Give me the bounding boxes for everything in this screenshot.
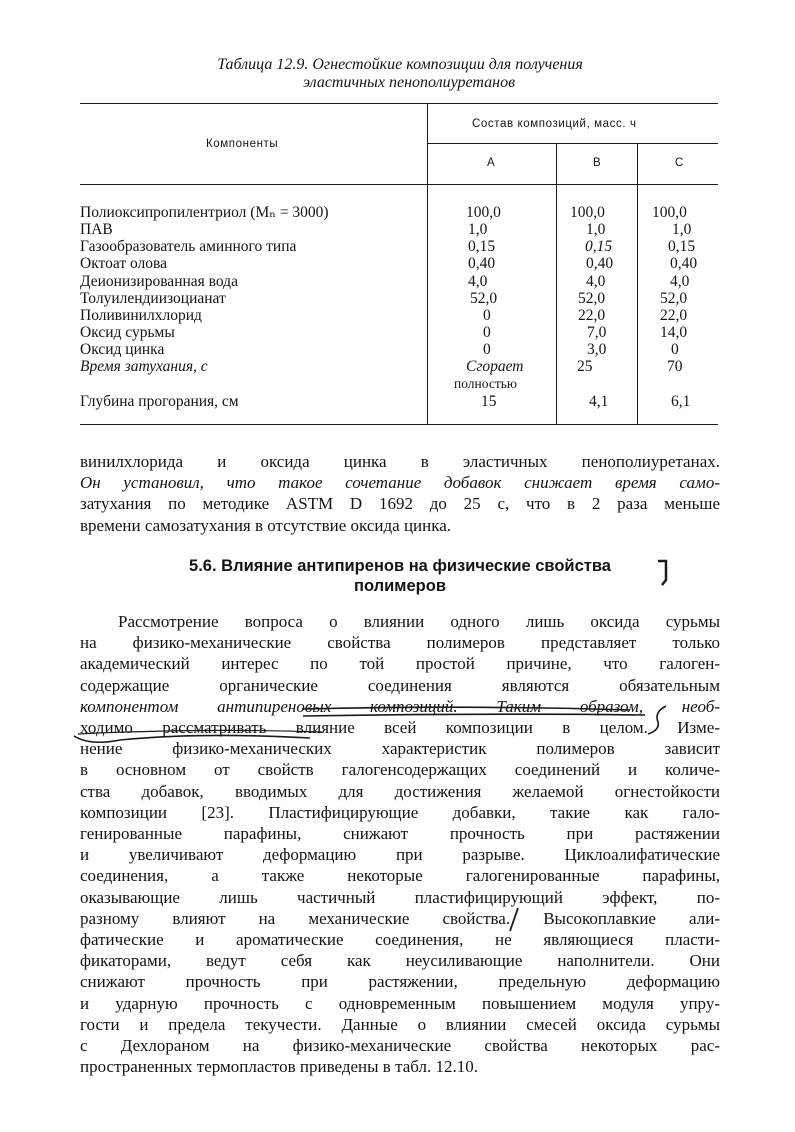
- cell-b: 1,0: [586, 221, 606, 238]
- cell-a: Сгорает: [466, 358, 524, 375]
- text-line: соединения, а также некоторые галогенированные парафины,: [80, 866, 720, 886]
- cell-a: 0,15: [468, 238, 496, 255]
- table-caption-line-2: эластичных пенополиуретанов: [302, 74, 516, 91]
- cell-a: 0: [483, 307, 491, 324]
- cell-c: 14,0: [660, 324, 688, 341]
- table-caption: [80, 56, 720, 92]
- row-label: Время затухания, с: [80, 358, 208, 375]
- cell-b: 3,0: [587, 341, 607, 358]
- text-line: и увеличивают деформацию при разрыве. Циклоалифатические: [80, 845, 720, 865]
- cell-a: 15: [481, 393, 497, 410]
- cell-c: 4,0: [670, 273, 690, 290]
- table-header-column-c: C: [675, 157, 684, 169]
- text-line: Он установил, что такое сочетание добавок снижает время само-: [80, 473, 720, 493]
- text-line: на физико-механические свойства полимеров представляет только: [80, 633, 720, 653]
- table-header-components: Компоненты: [206, 138, 279, 150]
- cell-c: 0,15: [668, 238, 696, 255]
- table-header-composition: Состав композиций, масс. ч: [472, 118, 637, 130]
- table-bottom-rule: [80, 424, 718, 425]
- row-label: ПАВ: [80, 221, 113, 238]
- cell-c: 6,1: [671, 393, 691, 410]
- cell-c: 70: [667, 358, 683, 375]
- cell-b: 0,15: [585, 238, 613, 255]
- cell-b: 4,1: [589, 393, 609, 410]
- section-title-line-2: полимеров: [354, 577, 446, 595]
- text-line: разному влияют на механические свойства. Высокоплавкие али-: [80, 908, 720, 928]
- cell-b: 52,0: [578, 290, 606, 307]
- text-line: затухания по методике ASTM D 1692 до 25 с, что в 2 раза меньше: [80, 494, 720, 514]
- text-line: времени самозатухания в отсутствие оксида цинка.: [80, 515, 452, 535]
- text-line: оказывающие лишь частичный пластифицирующий эффект, по-: [80, 887, 720, 907]
- row-label: Октоат олова: [80, 255, 167, 272]
- text-line: академический интерес по той простой причине, что галоген-: [80, 654, 720, 674]
- cell-a: 100,0: [466, 204, 501, 221]
- cell-c: 0: [671, 341, 679, 358]
- cell-b: 25: [577, 358, 593, 375]
- table-column-divider-a: [427, 103, 428, 424]
- cell-c: 22,0: [660, 307, 688, 324]
- row-label: Газообразователь аминного типа: [80, 238, 297, 255]
- text-line: композиции [23]. Пластифицирующие добавки, такие как гало-: [80, 802, 720, 822]
- row-label: Оксид цинка: [80, 341, 165, 358]
- cell-a: 0,40: [468, 255, 496, 272]
- cell-c: 100,0: [652, 204, 687, 221]
- section-number: 5.6.: [189, 557, 217, 575]
- cell-a: 0: [483, 324, 491, 341]
- text-line: в основном от свойств галогенсодержащих соединений и количе-: [80, 760, 720, 780]
- text-line: нение физико-механических характеристик полимеров зависит: [80, 739, 720, 759]
- cell-c: 1,0: [672, 221, 692, 238]
- cell-b: 0,40: [586, 255, 614, 272]
- table-subheader-rule: [427, 143, 718, 144]
- section-title-line-1: Влияние антипиренов на физические свойства: [221, 557, 611, 575]
- cell-b: 22,0: [578, 307, 606, 324]
- text-line: винилхлорида и оксида цинка в эластичных пенополиуретанах.: [80, 452, 720, 471]
- table-top-rule: [80, 103, 718, 104]
- text-line: пространенных термопластов приведены в табл. 12.10.: [80, 1057, 478, 1077]
- text-line: Рассмотрение вопроса о влиянии одного лишь оксида сурьмы: [118, 612, 720, 631]
- text-line: ства добавок, вводимых для достижения желаемой огнестойкости: [80, 781, 720, 801]
- cell-b: 4,0: [586, 273, 606, 290]
- text-line: фатические и ароматические соединения, не являющиеся пласти-: [80, 930, 720, 950]
- text-line: и ударную прочность с одновременным повышением модуля упру-: [80, 993, 720, 1013]
- text-line: генированные парафины, снижают прочность при растяжении: [80, 824, 720, 844]
- cell-a-continuation: полностью: [454, 376, 517, 391]
- paragraph-continuation: [80, 451, 720, 536]
- text-line: компонентом антипиреновых композиций. Таким образом, необ-: [80, 696, 720, 716]
- text-line: ходимо рассматривать влияние всей композиции в целом. Изме-: [80, 718, 720, 738]
- row-label: Полиоксипропилентриол (Mₙ = 3000): [80, 204, 329, 221]
- text-line: фикаторами, ведут себя как неусиливающие наполнители. Они: [80, 951, 720, 971]
- row-label: Оксид сурьмы: [80, 324, 175, 341]
- table-column-divider-c: [637, 143, 638, 424]
- table-header-rule: [80, 184, 718, 185]
- cell-a: 0: [483, 341, 491, 358]
- cell-a: 1,0: [468, 221, 488, 238]
- cell-b: 100,0: [570, 204, 605, 221]
- cell-c: 0,40: [670, 255, 698, 272]
- text-line: гости и предела текучести. Данные о влиянии смесей оксида сурьмы: [80, 1014, 720, 1034]
- paragraph-main: [80, 611, 720, 1077]
- table-header-column-b: B: [593, 157, 602, 169]
- row-label: Поливинилхлорид: [80, 307, 202, 324]
- text-line: с Дехлораном на физико-механические свойства некоторых рас-: [80, 1036, 720, 1056]
- table-column-divider-b: [556, 143, 557, 424]
- cell-b: 7,0: [587, 324, 607, 341]
- cell-a: 52,0: [470, 290, 498, 307]
- section-heading: [80, 556, 720, 596]
- table-header-column-a: A: [487, 157, 496, 169]
- table-caption-line-1: Таблица 12.9. Огнестойкие композиции для получения: [217, 56, 583, 73]
- row-label: Деионизированная вода: [80, 273, 238, 290]
- cell-c: 52,0: [660, 290, 688, 307]
- text-line: снижают прочность при растяжении, предельную деформацию: [80, 972, 720, 992]
- text-line: содержащие органические соединения являются обязательным: [80, 675, 720, 695]
- cell-a: 4,0: [468, 273, 488, 290]
- row-label: Толуилендиизоцианат: [80, 290, 226, 307]
- row-label: Глубина прогорания, см: [80, 393, 239, 410]
